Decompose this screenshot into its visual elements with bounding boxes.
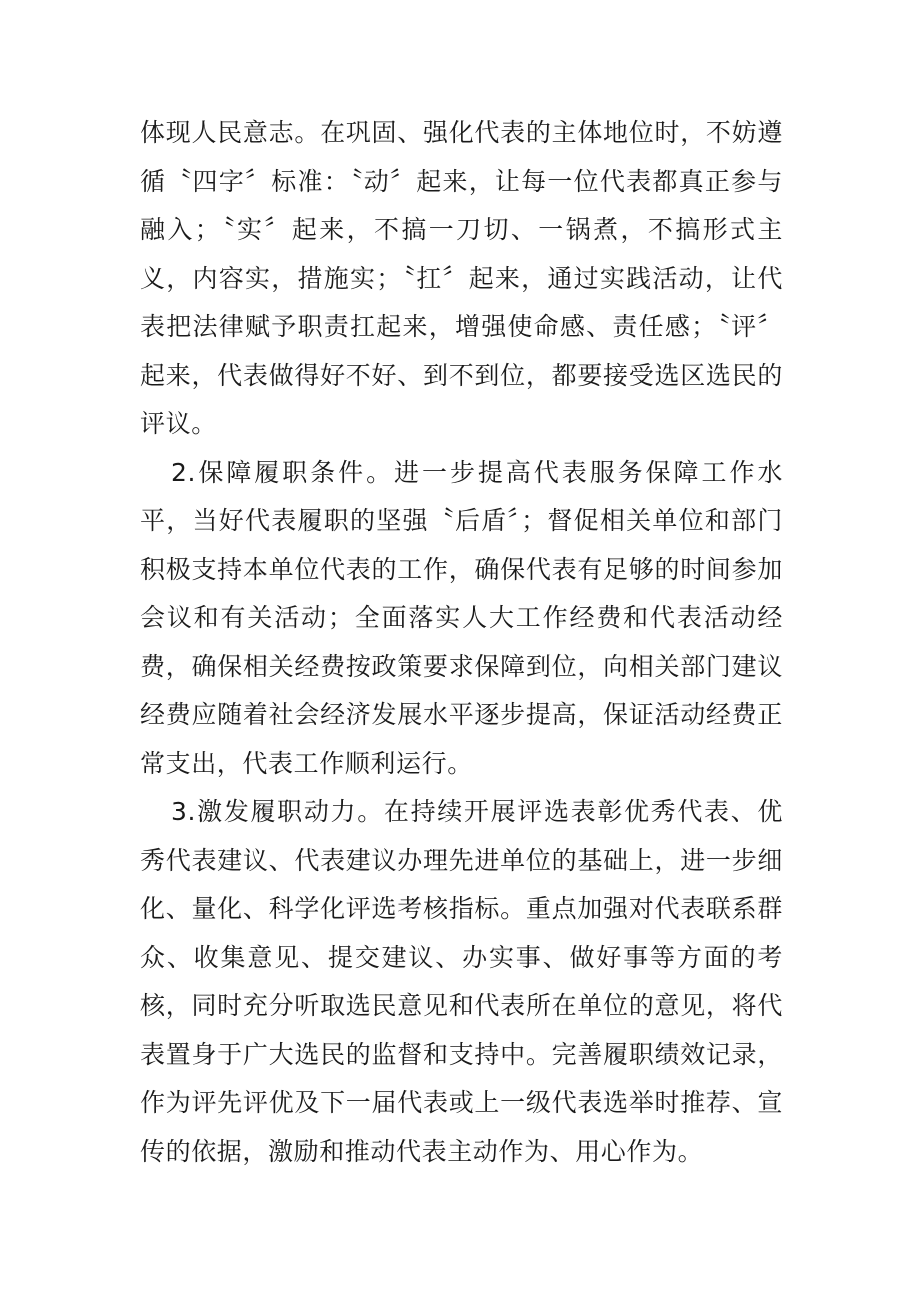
paragraph-3-number: 3.	[171, 797, 197, 826]
paragraph-3	[140, 788, 783, 1176]
paragraph-3-text: 激发履职动力。在持续开展评选表彰优秀代表、优秀代表建议、代表建议办理先进单位的基础上，进一步细化、量化、科学化评选考核指标。重点加强对代表联系群众、收集意见、提交建议、办实事、做好事等方面的考核，同时充分听取选民意见和代表所在单位的意见，将代表置身于广大选民的监督和支持中。完善履职绩效记录，作为评先评优及下一届代表或上一级代表选举时推荐、宣传的依据，激励和推动代表主动作为、用心作为。	[140, 797, 783, 1166]
paragraph-2-text: 保障履职条件。进一步提高代表服务保障工作水平，当好代表履职的坚强〝后盾〞；督促相关单位和部门积极支持本单位代表的工作，确保代表有足够的时间参加会议和有关活动；全面落实人大工作经费和代表活动经费，确保相关经费按政策要求保障到位，向相关部门建议经费应随着社会经济发展水平逐步提高，保证活动经费正常支出，代表工作顺利运行。	[140, 457, 783, 778]
document-body	[140, 109, 783, 1176]
paragraph-2	[140, 449, 783, 789]
paragraph-1	[140, 109, 783, 449]
paragraph-1-text: 体现人民意志。在巩固、强化代表的主体地位时，不妨遵循〝四字〞标准：〝动〞起来，让每一位代表都真正参与融入；〝实〞起来，不搞一刀切、一锅煮，不搞形式主义，内容实，措施实；〝扛〞起来，通过实践活动，让代表把法律赋予职责扛起来，增强使命感、责任感；〝评〞起来，代表做得好不好、到不到位，都要接受选区选民的评议。	[140, 118, 783, 438]
paragraph-2-number: 2.	[171, 457, 197, 487]
